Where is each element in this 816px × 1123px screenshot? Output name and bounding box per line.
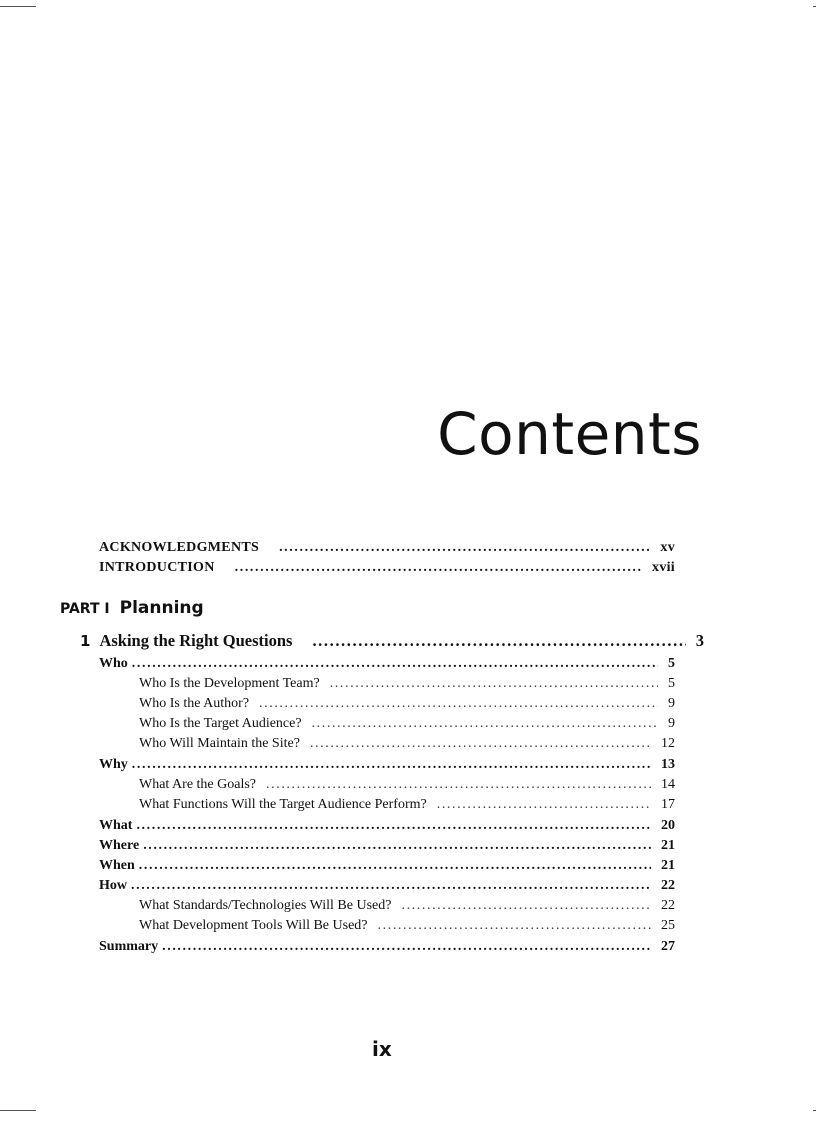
crop-mark-top-left — [0, 6, 36, 7]
toc-entry-page: 27 — [661, 939, 675, 954]
toc-entry-label: INTRODUCTION — [99, 560, 215, 575]
toc-subsection-entry[interactable] — [139, 676, 675, 692]
dot-leader — [378, 918, 651, 934]
toc-section-entry[interactable] — [99, 939, 675, 955]
chapter-page: 3 — [695, 631, 704, 650]
toc-subsection-entry[interactable] — [139, 716, 675, 732]
dot-leader — [136, 818, 651, 834]
dot-leader — [310, 736, 651, 752]
dot-leader — [131, 878, 651, 894]
toc-entry-label: Who Is the Target Audience? — [139, 716, 302, 731]
toc-entry-page: 9 — [668, 716, 675, 731]
toc-section-entry[interactable] — [99, 656, 675, 672]
toc-entry-label: Summary — [99, 939, 159, 954]
part-heading — [60, 598, 204, 618]
dot-leader — [162, 939, 651, 955]
toc-entry-label: What Are the Goals? — [139, 777, 257, 792]
toc-entry-label: Where — [99, 838, 140, 853]
toc-subsection-entry[interactable] — [139, 898, 675, 914]
toc-entry-label: Who — [99, 656, 128, 671]
toc-entry-label: Why — [99, 757, 128, 772]
toc-subsection-entry[interactable] — [139, 777, 675, 793]
toc-entry-page: 17 — [661, 797, 675, 812]
toc-entry-label: What Development Tools Will Be Used? — [139, 918, 368, 933]
toc-subsection-entry[interactable] — [139, 696, 675, 712]
toc-entry-label: What Standards/Technologies Will Be Used? — [139, 898, 392, 913]
part-title: Planning — [119, 598, 204, 618]
toc-entry-page: 14 — [661, 777, 675, 792]
toc-entry-label: Who Will Maintain the Site? — [139, 736, 300, 751]
toc-subsection-entry[interactable] — [139, 918, 675, 934]
dot-leader — [132, 656, 658, 672]
toc-entry-page: 21 — [661, 858, 675, 873]
toc-entry-page: 20 — [661, 818, 675, 833]
toc-section-entry[interactable] — [99, 878, 675, 894]
toc-entry-page: 22 — [661, 878, 675, 893]
dot-leader — [279, 540, 650, 556]
toc-entry-page: 25 — [661, 918, 675, 933]
toc-entry-page: 5 — [668, 676, 675, 691]
toc-entry-page: xv — [660, 540, 675, 555]
toc-section-entry[interactable] — [99, 818, 675, 834]
chapter-title: Asking the Right Questions — [99, 631, 293, 650]
toc-entry-introduction[interactable] — [99, 560, 675, 576]
toc-entry-acknowledgments[interactable] — [99, 540, 675, 556]
toc-entry-page: 13 — [661, 757, 675, 772]
toc-entry-label: Who Is the Author? — [139, 696, 250, 711]
dot-leader — [312, 716, 658, 732]
chapter-number: 1 — [80, 632, 91, 650]
toc-section-entry[interactable] — [99, 757, 675, 773]
toc-entry-page: 12 — [661, 736, 675, 751]
dot-leader — [401, 898, 651, 914]
dot-leader — [235, 560, 642, 576]
dot-leader — [312, 631, 685, 651]
toc-entry-label: What Functions Will the Target Audience Perform? — [139, 797, 427, 812]
toc-entry-page: xvii — [652, 560, 675, 575]
dot-leader — [143, 838, 651, 854]
part-label: PART I — [60, 601, 110, 617]
toc-entry-page: 5 — [668, 656, 675, 671]
toc-entry-page: 21 — [661, 838, 675, 853]
toc-entry-label: Who Is the Development Team? — [139, 676, 320, 691]
toc-entry-page: 22 — [661, 898, 675, 913]
crop-mark-bottom-left — [0, 1110, 36, 1111]
toc-entry-page: 9 — [668, 696, 675, 711]
toc-entry-label: ACKNOWLEDGMENTS — [99, 540, 260, 555]
dot-leader — [259, 696, 658, 712]
toc-section-entry[interactable] — [99, 838, 675, 854]
toc-entry-label: When — [99, 858, 135, 873]
dot-leader — [330, 676, 658, 692]
page-number: ix — [372, 1037, 392, 1061]
page-title: Contents — [437, 400, 702, 468]
toc-subsection-entry[interactable] — [139, 797, 675, 813]
toc-subsection-entry[interactable] — [139, 736, 675, 752]
dot-leader — [266, 777, 651, 793]
dot-leader — [437, 797, 651, 813]
dot-leader — [139, 858, 651, 874]
toc-entry-label: What — [99, 818, 133, 833]
toc-section-entry[interactable] — [99, 858, 675, 874]
toc-entry-label: How — [99, 878, 127, 893]
dot-leader — [132, 757, 651, 773]
toc-chapter-entry[interactable] — [80, 631, 704, 651]
